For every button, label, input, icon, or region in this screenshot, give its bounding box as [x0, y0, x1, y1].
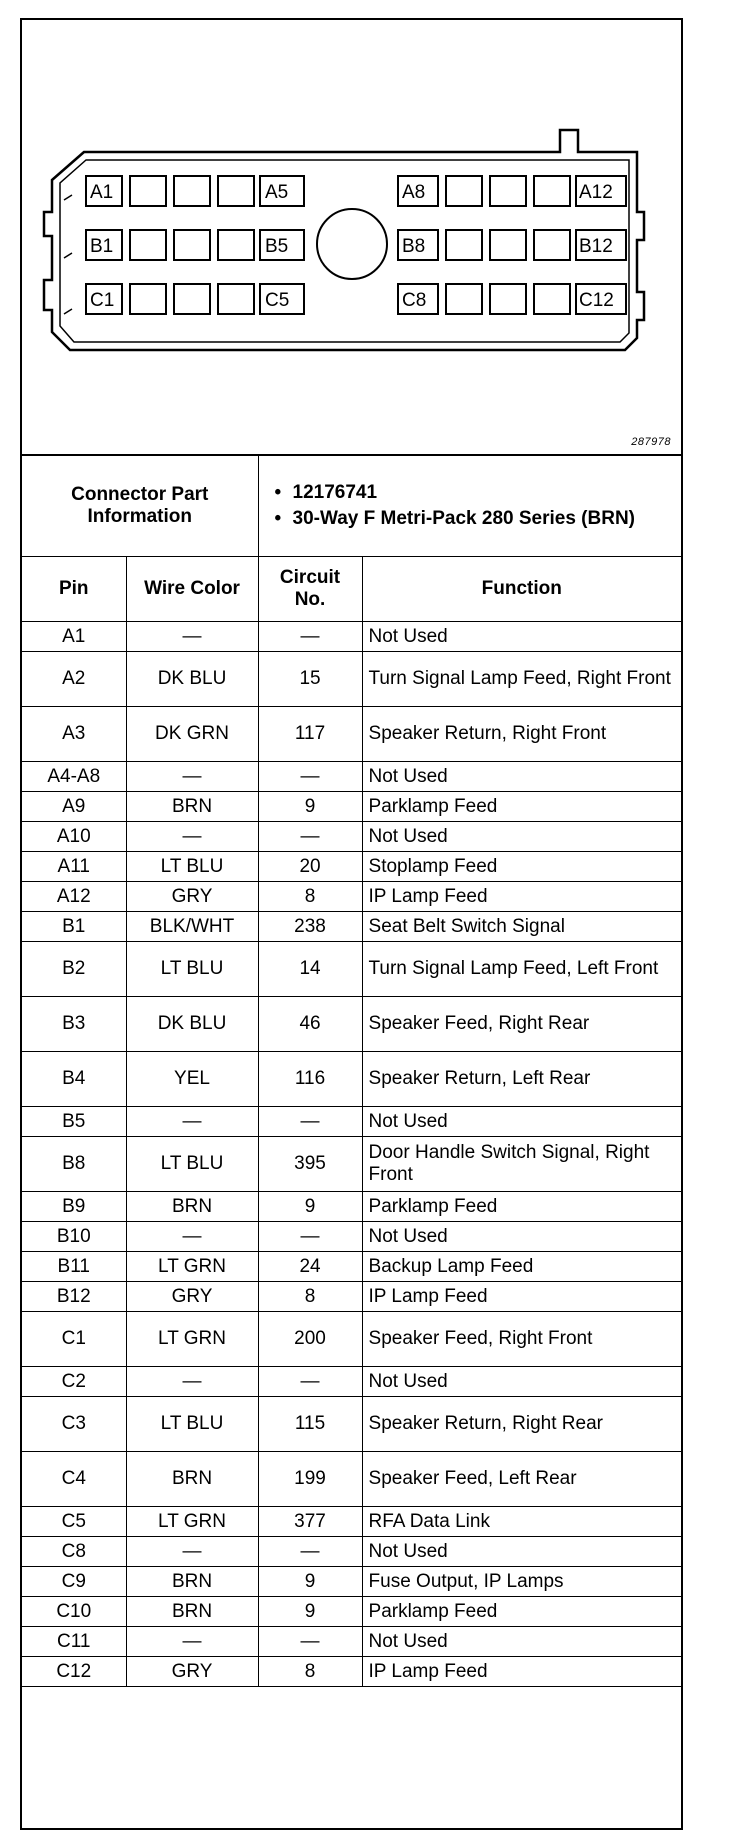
cavity-label-c12: C12 — [579, 290, 614, 311]
pin-cell: C4 — [22, 1452, 126, 1507]
circuit-cell: 9 — [258, 1567, 362, 1597]
circuit-cell: 9 — [258, 792, 362, 822]
wire-color-cell: LT BLU — [126, 1137, 258, 1192]
cavity-label-b8: B8 — [402, 236, 426, 257]
table-row — [22, 1282, 681, 1312]
pin-cell: B11 — [22, 1252, 126, 1282]
circuit-cell: 200 — [258, 1312, 362, 1367]
cavity-label-b12: B12 — [579, 236, 613, 257]
header-function: Function — [362, 557, 681, 622]
pin-cell: A10 — [22, 822, 126, 852]
table-row — [22, 912, 681, 942]
pin-cell: A3 — [22, 707, 126, 762]
pin-cell: C12 — [22, 1657, 126, 1687]
pin-cell: C9 — [22, 1567, 126, 1597]
circuit-cell: 117 — [258, 707, 362, 762]
function-cell: Stoplamp Feed — [362, 852, 681, 882]
circuit-cell: — — [258, 1537, 362, 1567]
function-cell: Parklamp Feed — [362, 1597, 681, 1627]
function-cell: Fuse Output, IP Lamps — [362, 1567, 681, 1597]
wire-color-cell: DK BLU — [126, 997, 258, 1052]
circuit-cell: 395 — [258, 1137, 362, 1192]
circuit-cell: — — [258, 762, 362, 792]
part-info-label: Connector Part Information — [22, 456, 258, 557]
wire-color-cell: — — [126, 1537, 258, 1567]
cavity-label-c1: C1 — [90, 290, 115, 311]
pin-cell: C8 — [22, 1537, 126, 1567]
function-cell: Speaker Return, Left Rear — [362, 1052, 681, 1107]
function-cell: RFA Data Link — [362, 1507, 681, 1537]
wire-color-cell: BRN — [126, 1452, 258, 1507]
function-cell: Not Used — [362, 1367, 681, 1397]
cavity-row-c — [86, 284, 626, 314]
circuit-cell: — — [258, 1107, 362, 1137]
wire-color-cell: LT GRN — [126, 1312, 258, 1367]
pin-cell: B10 — [22, 1222, 126, 1252]
pin-cell: A12 — [22, 882, 126, 912]
function-cell: Not Used — [362, 822, 681, 852]
function-cell: Speaker Feed, Right Front — [362, 1312, 681, 1367]
wire-color-cell: — — [126, 1222, 258, 1252]
table-row — [22, 1397, 681, 1452]
pin-cell: B4 — [22, 1052, 126, 1107]
function-cell: Not Used — [362, 762, 681, 792]
cavity-label-a5: A5 — [265, 182, 289, 203]
wire-color-cell: LT GRN — [126, 1252, 258, 1282]
circuit-cell: — — [258, 1367, 362, 1397]
wire-color-cell: LT GRN — [126, 1507, 258, 1537]
pin-cell: A1 — [22, 622, 126, 652]
wire-color-cell: GRY — [126, 1282, 258, 1312]
table-row — [22, 1137, 681, 1192]
table-row — [22, 622, 681, 652]
pin-cell: C10 — [22, 1597, 126, 1627]
function-cell: Speaker Return, Right Rear — [362, 1397, 681, 1452]
connector-sheet — [20, 18, 683, 1830]
wire-color-cell: — — [126, 1107, 258, 1137]
table-row — [22, 1252, 681, 1282]
table-row — [22, 1192, 681, 1222]
cavity-label-b5: B5 — [265, 236, 289, 257]
pin-cell: C11 — [22, 1627, 126, 1657]
wire-color-cell: BRN — [126, 792, 258, 822]
table-row — [22, 1507, 681, 1537]
cavity-label-a12: A12 — [579, 182, 613, 203]
function-cell: Backup Lamp Feed — [362, 1252, 681, 1282]
cavity-label-c8: C8 — [402, 290, 427, 311]
header-row — [22, 557, 681, 622]
wire-color-cell: DK GRN — [126, 707, 258, 762]
table-row — [22, 852, 681, 882]
function-cell: Not Used — [362, 1107, 681, 1137]
part-info-values — [258, 456, 681, 557]
part-info-row — [22, 456, 681, 557]
table-row — [22, 942, 681, 997]
cavity-label-a8: A8 — [402, 182, 426, 203]
table-row — [22, 1597, 681, 1627]
pin-cell: A11 — [22, 852, 126, 882]
table-row — [22, 652, 681, 707]
circuit-cell: 115 — [258, 1397, 362, 1452]
circuit-cell: 377 — [258, 1507, 362, 1537]
circuit-cell: 8 — [258, 882, 362, 912]
function-cell: IP Lamp Feed — [362, 1282, 681, 1312]
circuit-cell: — — [258, 622, 362, 652]
table-row — [22, 1537, 681, 1567]
wire-color-cell: DK BLU — [126, 652, 258, 707]
wire-color-cell: YEL — [126, 1052, 258, 1107]
wire-color-cell: — — [126, 622, 258, 652]
wire-color-cell: BRN — [126, 1597, 258, 1627]
table-row — [22, 822, 681, 852]
wire-color-cell: BRN — [126, 1567, 258, 1597]
function-cell: IP Lamp Feed — [362, 1657, 681, 1687]
pin-cell: B2 — [22, 942, 126, 997]
table-row — [22, 707, 681, 762]
function-cell: IP Lamp Feed — [362, 882, 681, 912]
function-cell: Seat Belt Switch Signal — [362, 912, 681, 942]
function-cell: Speaker Feed, Right Rear — [362, 997, 681, 1052]
circuit-cell: 9 — [258, 1597, 362, 1627]
wire-color-cell: GRY — [126, 1657, 258, 1687]
function-cell: Turn Signal Lamp Feed, Right Front — [362, 652, 681, 707]
pin-cell: C2 — [22, 1367, 126, 1397]
pin-cell: B9 — [22, 1192, 126, 1222]
wire-color-cell: BLK/WHT — [126, 912, 258, 942]
wire-color-cell: — — [126, 1367, 258, 1397]
pin-cell: A4-A8 — [22, 762, 126, 792]
table-row — [22, 1312, 681, 1367]
function-cell: Speaker Return, Right Front — [362, 707, 681, 762]
header-circuit-no: Circuit No. — [258, 557, 362, 622]
header-pin: Pin — [22, 557, 126, 622]
wire-color-cell: — — [126, 822, 258, 852]
circuit-cell: 24 — [258, 1252, 362, 1282]
table-row — [22, 1567, 681, 1597]
keying-hole — [317, 209, 387, 279]
wire-color-cell: — — [126, 1627, 258, 1657]
table-row — [22, 792, 681, 822]
table-row — [22, 762, 681, 792]
function-cell: Not Used — [362, 1222, 681, 1252]
pin-cell: B5 — [22, 1107, 126, 1137]
circuit-cell: 199 — [258, 1452, 362, 1507]
pin-cell: C5 — [22, 1507, 126, 1537]
cavity-label-c5: C5 — [265, 290, 290, 311]
part-description: • 30-Way F Metri-Pack 280 Series (BRN) — [271, 508, 669, 530]
function-cell: Parklamp Feed — [362, 792, 681, 822]
circuit-cell: 238 — [258, 912, 362, 942]
function-cell: Not Used — [362, 622, 681, 652]
table-row — [22, 1222, 681, 1252]
circuit-cell: 20 — [258, 852, 362, 882]
cavity-row-a — [86, 176, 626, 206]
circuit-cell: 46 — [258, 997, 362, 1052]
pin-cell: B8 — [22, 1137, 126, 1192]
function-cell: Not Used — [362, 1537, 681, 1567]
connector-diagram — [22, 20, 681, 456]
pin-cell: A2 — [22, 652, 126, 707]
table-row — [22, 1657, 681, 1687]
wire-color-cell: — — [126, 762, 258, 792]
pin-cell: B1 — [22, 912, 126, 942]
function-cell: Not Used — [362, 1627, 681, 1657]
pin-cell: C3 — [22, 1397, 126, 1452]
circuit-cell: 9 — [258, 1192, 362, 1222]
header-wire-color: Wire Color — [126, 557, 258, 622]
table-row — [22, 1452, 681, 1507]
circuit-cell: — — [258, 1627, 362, 1657]
figure-id: 287978 — [631, 436, 671, 448]
wire-color-cell: LT BLU — [126, 1397, 258, 1452]
function-cell: Speaker Feed, Left Rear — [362, 1452, 681, 1507]
circuit-cell: — — [258, 1222, 362, 1252]
pin-cell: A9 — [22, 792, 126, 822]
table-row — [22, 1367, 681, 1397]
wire-color-cell: GRY — [126, 882, 258, 912]
cavity-label-b1: B1 — [90, 236, 114, 257]
pin-cell: B3 — [22, 997, 126, 1052]
wire-color-cell: LT BLU — [126, 852, 258, 882]
connector-face-drawing — [22, 20, 681, 454]
table-row — [22, 882, 681, 912]
pin-cell: B12 — [22, 1282, 126, 1312]
function-cell: Parklamp Feed — [362, 1192, 681, 1222]
function-cell: Door Handle Switch Signal, Right Front — [362, 1137, 681, 1192]
wire-color-cell: BRN — [126, 1192, 258, 1222]
wire-color-cell: LT BLU — [126, 942, 258, 997]
table-row — [22, 1627, 681, 1657]
circuit-cell: 8 — [258, 1282, 362, 1312]
function-cell: Turn Signal Lamp Feed, Left Front — [362, 942, 681, 997]
pin-cell: C1 — [22, 1312, 126, 1367]
cavity-label-a1: A1 — [90, 182, 114, 203]
circuit-cell: 8 — [258, 1657, 362, 1687]
table-row — [22, 997, 681, 1052]
table-row — [22, 1052, 681, 1107]
circuit-cell: — — [258, 822, 362, 852]
circuit-cell: 116 — [258, 1052, 362, 1107]
pinout-table — [22, 456, 681, 1687]
circuit-cell: 14 — [258, 942, 362, 997]
part-number: • 12176741 — [271, 482, 669, 504]
circuit-cell: 15 — [258, 652, 362, 707]
table-row — [22, 1107, 681, 1137]
